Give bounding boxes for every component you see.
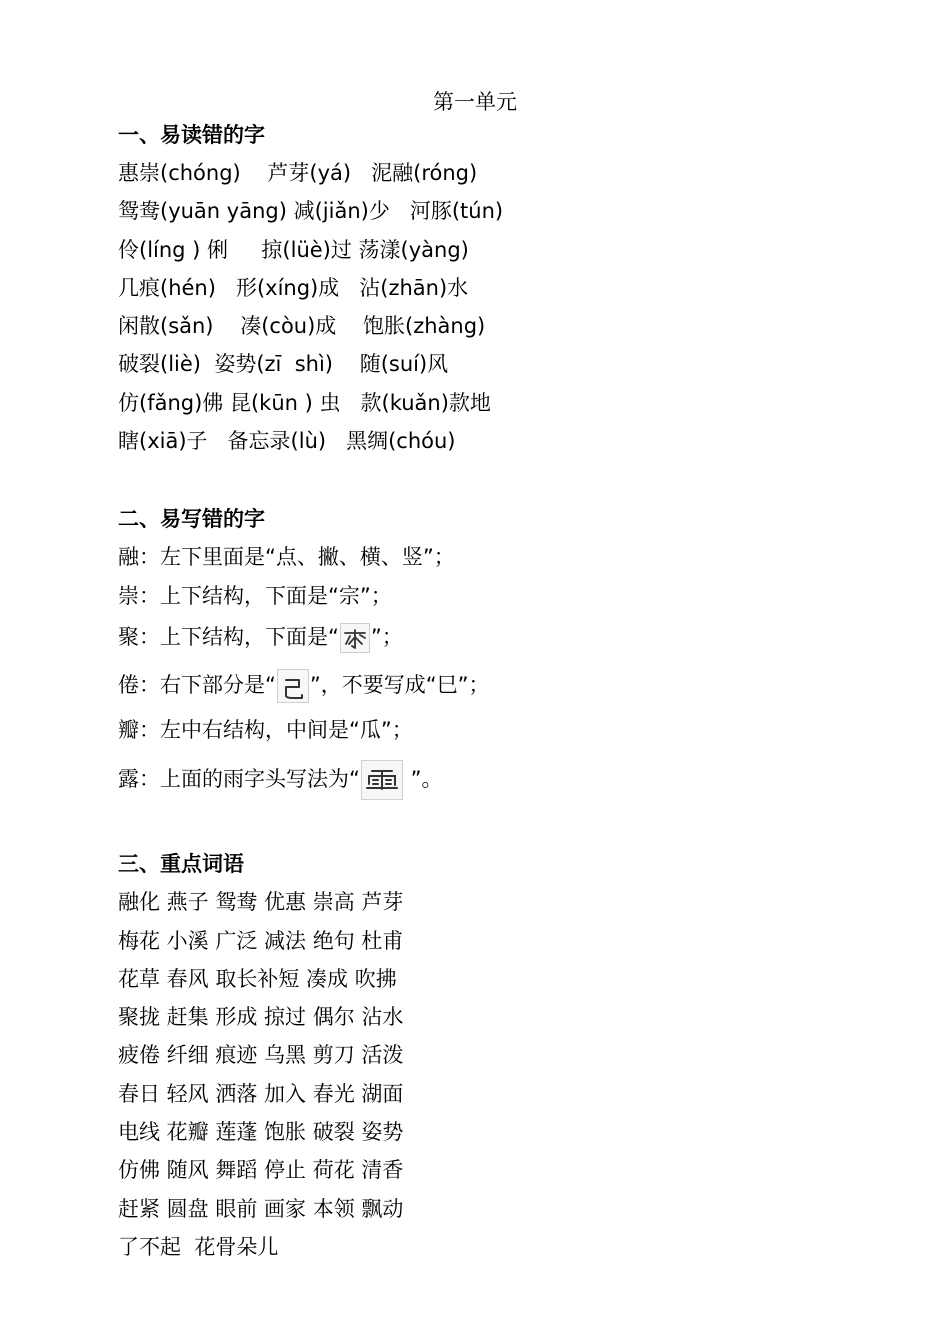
line-text-before: 露：上面的雨字头写法为“ (118, 767, 360, 792)
misread-line: 伶(líng ) 俐 掠(lüè)过 荡漾(yàng) (118, 237, 469, 262)
key-words-line: 融化 燕子 鸳鸯 优惠 崇高 芦芽 (118, 890, 404, 915)
key-words-line: 梅花 小溪 广泛 减法 绝句 杜甫 (118, 928, 404, 953)
misread-line: 仿(fǎng)佛 昆(kūn ) 虫 款(kuǎn)款地 (118, 390, 491, 415)
miswritten-line (118, 659, 898, 711)
key-words-line: 疲倦 纤细 痕迹 乌黑 剪刀 活泼 (118, 1043, 404, 1068)
miswritten-line (118, 615, 898, 659)
key-words-line: 赶紧 圆盘 眼前 画家 本领 飘动 (118, 1196, 404, 1221)
misread-line: 惠崇(chóng) 芦芽(yá) 泥融(róng) (118, 161, 478, 185)
ju-bottom-glyph-icon (340, 623, 370, 653)
key-words-line: 花草 春风 取长补短 凑成 吹拂 (118, 966, 397, 991)
section-heading-misread: 一、易读错的字 (118, 123, 265, 147)
miswritten-line (118, 749, 898, 809)
line-text-after: ”，不要写成“巳”； (309, 672, 490, 697)
misread-line: 破裂(liè) 姿势(zī shì) 随(suí)风 (118, 352, 449, 377)
miswritten-line: 融：左下里面是“点、撇、横、竖”； (118, 545, 455, 570)
juan-bottom-glyph-icon (277, 669, 309, 703)
misread-line: 闲散(sǎn) 凑(còu)成 饱胀(zhàng) (118, 314, 486, 339)
key-words-line: 仿佛 随风 舞蹈 停止 荷花 清香 (118, 1158, 404, 1183)
miswritten-line: 瓣：左中右结构，中间是“瓜”； (118, 717, 413, 742)
key-words-line: 聚拢 赶集 形成 掠过 偶尔 沾水 (118, 1005, 404, 1030)
line-text-before: 聚：上下结构，下面是“ (118, 624, 339, 649)
rain-radical-glyph-icon (361, 760, 403, 800)
misread-line: 瞎(xiā)子 备忘录(lù) 黑绸(chóu) (118, 429, 456, 454)
misread-line: 几痕(hén) 形(xíng)成 沾(zhān)水 (118, 275, 469, 300)
misread-line: 鸳鸯(yuān yāng) 减(jiǎn)少 河豚(tún) (118, 199, 504, 224)
key-words-line: 了不起 花骨朵儿 (118, 1234, 279, 1259)
document-content (118, 116, 898, 1266)
key-words-line: 电线 花瓣 莲蓬 饱胀 破裂 姿势 (118, 1120, 404, 1145)
page-title: 第一单元 (433, 90, 517, 114)
section-heading-key-words: 三、重点词语 (118, 852, 244, 877)
miswritten-line: 崇：上下结构，下面是“宗”； (118, 583, 392, 608)
key-words-line: 春日 轻风 洒落 加入 春光 湖面 (118, 1081, 404, 1106)
line-text-after: ”。 (403, 767, 443, 792)
line-text-after: ”； (370, 624, 403, 649)
section-heading-miswritten: 二、易写错的字 (118, 507, 265, 532)
line-text-before: 倦：右下部分是“ (118, 672, 276, 697)
